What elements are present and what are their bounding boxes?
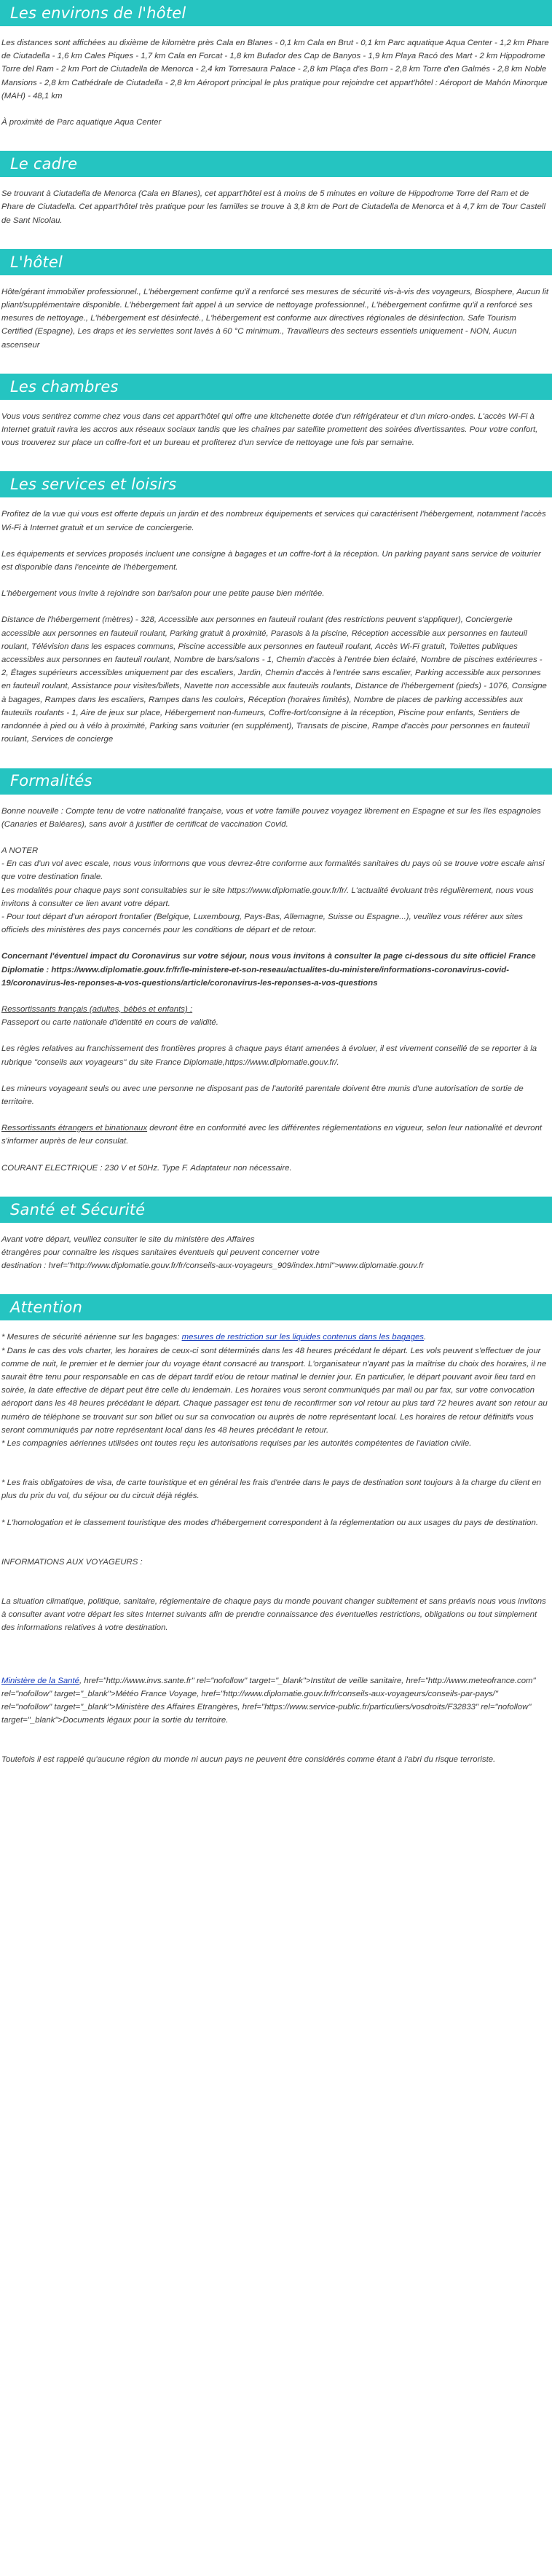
attention-terrorism: Toutefois il est rappelé qu'aucune région du monde ni aucun pays ne peuvent être considérés comme étant à l'abri du risque terroriste.: [1, 1755, 496, 1765]
attention-info-heading: INFORMATIONS AUX VOYAGEURS :: [1, 1557, 143, 1567]
spacer: [1, 1740, 549, 1753]
attention-airlines: * Les compagnies aériennes utilisées ont toutes reçu les autorisations requises par les autorités compétentes de l'aviation civile.: [1, 1439, 472, 1448]
sante-line-3: destination : href="http://www.diplomatie.gouv.fr/fr/conseils-aux-voyageurs_909/index.html">www.diplomatie.gouv.fr: [1, 1261, 425, 1271]
formalites-note-modalities: Les modalités pour chaque pays sont consultables sur le site https://www.diplomatie.gouv.fr/fr/. L'actualité évoluant très régulièrement, nous vous invitons à consulter ce lien avant votre départ.: [1, 886, 534, 908]
sante-line-2: étrangères pour connaître les risques sanitaires éventuels qui peuvent concerner votre: [1, 1248, 320, 1257]
attention-homologation: * L'homologation et le classement touristique des modes d'hébergement correspondent à la réglementation ou aux usages du pays de destination.: [1, 1518, 538, 1527]
attention-links-rest: , href="http://www.invs.sante.fr" rel="nofollow" target="_blank">Institut de veille sanitaire, href="http://www.meteofrance.com" rel="nofollow" target="_blank">Météo France Voyage, href="http://www.diplomatie.gouv.fr/fr/conseils-aux-voyageurs/conseils-par-pays/" rel="nofollow" target="_blank">Ministère des Affaires Etrangères, href="https://www.service-public.fr/particuliers/vosdroits/F32833" rel="nofollow" target="_blank">Documents légaux pour la sortie du territoire.: [1, 1676, 536, 1725]
services-intro: Profitez de la vue qui vous est offerte depuis un jardin et des nombreux équipements et services qui caractérisent l'hébergement, notamment l'accès Wi-Fi à Internet gratuit et un service de conciergerie.: [1, 510, 546, 532]
services-section: [0, 471, 552, 746]
formalites-foreign-heading: Ressortissants étrangers et binationaux: [1, 1124, 148, 1133]
spacer: [1, 1463, 549, 1476]
formalites-french-text: Passeport ou carte nationale d'identité en cours de validité.: [1, 1018, 218, 1028]
services-list: Distance de l'hébergement (mètres) - 328, Accessible aux personnes en fauteuil roulant (des restrictions peuvent s'appliquer), Conciergerie accessible aux personnes en fauteuil roulant, Parking gratuit à proximité, Parasols à la piscine, Réception accessible aux personnes en fauteuil roulant, Télévision dans les espaces communs, Piscine accessible aux personnes en fauteuil roulant, Accès Wi-Fi gratuit, Toilettes publiques accessibles aux personnes en fauteuil roulant, Nombre de bars/salons - 1, Chemin d'accès à l'entrée bien éclairé, Nombre de piscines extérieures - 2, Étages supérieurs accessibles uniquement par des escaliers, Jardin, Chemin d'accès à l'entrée sans escalier, Parking accessible aux personnes en fauteuil roulant, Assistance pour visites/billets, Navette non accessible aux fauteuils roulants, Distance de l'hébergement (pieds) - 1076, Consigne à bagages, Rampes dans les escaliers, Rampes dans les couloirs, Réception (horaires limités), Nombre de places de parking accessibles aux fauteuils roulants - 1, Aire de jeux sur place, Hébergement non-fumeurs, Coffre-fort/consigne à la réception, Piscine pour enfants, Sentiers de randonnée à pied ou à vélo à proximité, Parking sans voiturier (en supplément), Transats de piscine, Rampe d'accès pour personnes en fauteuil roulant, Services de concierge: [1, 615, 547, 744]
sante-title: Santé et Sécurité: [0, 1197, 552, 1223]
services-bar: L'hébergement vous invite à rejoindre son bar/salon pour une petite pause bien méritée.: [1, 589, 325, 599]
sante-line-1: Avant votre départ, veuillez consulter le site du ministère des Affaires: [1, 1234, 255, 1244]
chambres-text: Vous vous sentirez comme chez vous dans cet appart'hôtel qui offre une kitchenette dotée d'un réfrigérateur et d'un micro-ondes. L'accès Wi-Fi à Internet gratuit ravira les accros aux réseaux sociaux tandis que les chaînes par satellite promettent des soirées divertissantes. Pour votre confort, vous trouverez sur place un coffre-fort et un bureau et profiterez d'un service de nettoyage une fois par semaine.: [1, 411, 538, 448]
formalites-border-rules: Les règles relatives au franchissement des frontières propres à chaque pays étant amenées à évoluer, il est vivement conseillé de se reporter à la rubrique "conseils aux voyageurs" du site France Diplomatie,https://www.diplomatie.gouv.fr/.: [1, 1044, 537, 1067]
formalites-note-stopover: - En cas d'un vol avec escale, nous vous informons que vous devrez-être conforme aux formalités sanitaires du pays où se trouve votre escale ainsi que votre destination finale.: [1, 859, 545, 882]
cadre-section: [0, 151, 552, 227]
sante-section: [0, 1197, 552, 1273]
spacer: [1, 1543, 549, 1556]
hotel-section: [0, 249, 552, 352]
cadre-text: Se trouvant à Ciutadella de Menorca (Cala en Blanes), cet appart'hôtel est à moins de 5 minutes en voiture de Hippodrome Torre del Ram et de Phare de Ciutadella. Cet appart'hôtel très pratique pour les familles se trouve à 3,8 km de Port de Ciutadella de Menorca et à 4,7 km de Tour Castell de Sant Nicolau.: [1, 189, 545, 225]
spacer: [1, 1582, 549, 1595]
ministere-sante-link[interactable]: Ministère de la Santé: [1, 1676, 80, 1685]
attention-visa: * Les frais obligatoires de visa, de carte touristique et en général les frais d'entrée dans le pays de destination sont toujours à la charge du client en plus du prix du vol, du séjour ou du circuit déjà réglés.: [1, 1478, 542, 1501]
environs-title: Les environs de l'hôtel: [0, 0, 552, 26]
hotel-text: Hôte/gérant immobilier professionnel., L'hébergement confirme qu'il a renforcé ses mesures de sécurité vis-à-vis des voyageurs, Biosphere, Aucun lit pliant/supplémentaire disponible. L'hébergement fait appel à un service de nettoyage professionnel., L'hébergement confirme qu'il a renforcé ses mesures de nettoyage., L'hébergement est désinfecté., L'hébergement est conforme aux directives régionales de désinfection. Safe Tourism Certified (Espagne), Les draps et les serviettes sont lavés à 60 °C minimum., Travailleurs des secteurs essentiels uniquement - NON, Aucun ascenseur: [1, 287, 549, 350]
formalites-minors: Les mineurs voyageant seuls ou avec une personne ne disposant pas de l'autorité parentale doivent être munis d'une autorisation de sortie de territoire.: [1, 1084, 524, 1106]
chambres-title: Les chambres: [0, 374, 552, 400]
hotel-title: L'hôtel: [0, 249, 552, 275]
formalites-note-border-airport: - Pour tout départ d'un aéroport frontalier (Belgique, Luxembourg, Pays-Bas, Allemagne, Suisse ou Espagne...), veuillez vous référer aux sites officiels des ministères des pays concernés pour les conditions de départ et de retour.: [1, 912, 523, 935]
attention-baggage-prefix: * Mesures de sécurité aérienne sur les bagages:: [1, 1333, 182, 1342]
environs-proximity: À proximité de Parc aquatique Aqua Center: [1, 118, 162, 127]
attention-baggage: [1, 1331, 549, 1344]
cadre-title: Le cadre: [0, 151, 552, 177]
attention-baggage-suffix: .: [424, 1333, 427, 1342]
formalites-title: Formalités: [0, 768, 552, 795]
liquids-restriction-link[interactable]: mesures de restriction sur les liquides contenus dans les bagages: [181, 1333, 424, 1342]
environs-distances: Les distances sont affichées au dixième de kilomètre près Cala en Blanes - 0,1 km Cala en Brut - 0,1 km Parc aquatique Aqua Center - 1,2 km Phare de Ciutadella - 1,6 km Cales Piques - 1,7 km Cala en Forcat - 1,8 km Bufador des Cap de Banyos - 1,9 km Playa Racó des Mart - 2 km Hippodrome Torre del Ram - 2 km Port de Ciutadella de Menorca - 2,4 km Torresaura Palace - 2,8 km Plaça d'es Born - 2,8 km Torre d'en Galmés - 2,8 km Noble Mansions - 2,8 km Cathédrale de Ciutadella - 2,8 km Aéroport principal le plus pratique pour rejoindre cet appart'hôtel : Aéroport de Mahón Minorque (MAH) - 48,1 km: [1, 39, 549, 101]
formalites-covid: Concernant l'éventuel impact du Coronavirus sur votre séjour, nous vous invitons à consulter la page ci-dessous du site officiel France Diplomatie : https://www.diplomatie.gouv.fr/fr/le-ministere-et-son-reseau/actualites-du-ministere/informations-coronavirus-covid-19/coronavirus-les-reponses-a-vos-questions/article/coronavirus-les-reponses-a-vos-questions: [1, 952, 536, 988]
formalites-foreign: [1, 1122, 549, 1148]
formalites-french-heading: Ressortissants français (adultes, bébés et enfants) :: [1, 1004, 193, 1014]
environs-section: [0, 0, 552, 129]
attention-section: [0, 1294, 552, 1766]
chambres-section: [0, 374, 552, 450]
formalites-section: [0, 768, 552, 1175]
attention-charter: * Dans le cas des vols charter, les horaires de ceux-ci sont déterminés dans les 48 heures précédant le départ. Les vols peuvent s'effectuer de jour comme de nuit, le premier et le dernier jour du voyage étant consacré au transport. L'organisateur n'ayant pas la maîtrise du choix des horaires, il ne saurait être tenu pour responsable en cas de départ tardif et/ou de retour matinal le dernier jour. En particulier, le départ pouvant avoir lieu tard en soirée, la date effective de départ peut être celle du lendemain. Les horaires vous seront communiqués par mail ou par fax, sur votre convocation aéroport dans les 48 heures précédant le départ. Chaque passager est tenu de reconfirmer son vol retour au plus tard 72 heures avant son retour au numéro de téléphone se trouvant sur son billet ou sur sa convocation ou auprès de notre représentant local. Les horaires de retour définitifs vous seront communiqués par notre représentant local dans les 48 heures précédant le retour.: [1, 1346, 548, 1435]
attention-links: [1, 1674, 549, 1728]
spacer: [1, 1648, 549, 1674]
formalites-electric: COURANT ELECTRIQUE : 230 V et 50Hz. Type F. Adaptateur non nécessaire.: [1, 1163, 292, 1173]
formalites-foreign-text: devront être en conformité avec les différentes réglementations en vigueur, selon leur nationalité et devront s'informer auprès de leur consulat.: [1, 1124, 543, 1146]
formalites-good-news: Bonne nouvelle : Compte tenu de votre nationalité française, vous et votre famille pouvez voyagez librement en Espagne et sur les îles espagnoles (Canaries et Baléares), sans avoir à justifier de certificat de vaccination Covid.: [1, 806, 541, 829]
services-equipment: Les équipements et services proposés incluent une consigne à bagages et un coffre-fort à la réception. Un parking payant sans service de voiturier est disponible dans l'enceinte de l'hébergement.: [1, 549, 541, 572]
attention-situation: La situation climatique, politique, sanitaire, réglementaire de chaque pays du monde pouvant changer subitement et sans préavis nous vous invitons à consulter avant votre départ les sites Internet suivants afin de prendre connaissance des éventuelles restrictions, obligations ou tout simplement des informations relatives à votre destination.: [1, 1597, 546, 1633]
services-title: Les services et loisirs: [0, 471, 552, 497]
formalites-note-heading: A NOTER: [1, 846, 39, 855]
attention-title: Attention: [0, 1294, 552, 1320]
